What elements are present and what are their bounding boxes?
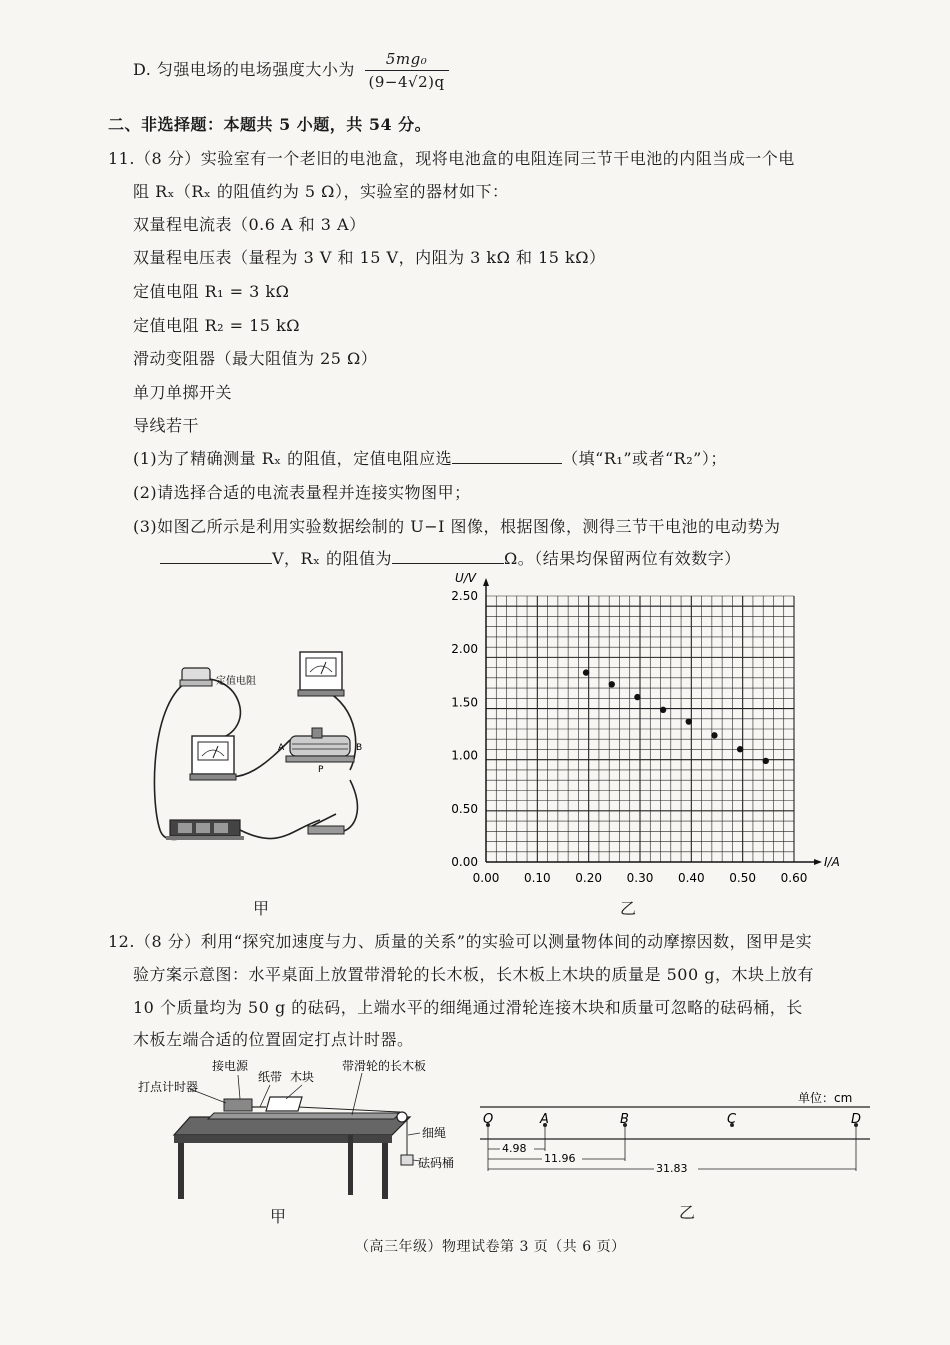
table-leg — [348, 1135, 353, 1195]
label-board: 带滑轮的长木板 — [342, 1059, 427, 1073]
rope — [298, 1107, 400, 1112]
q10-fraction-numerator: 5mg₀ — [365, 50, 449, 71]
label-timer: 打点计时器 — [138, 1080, 199, 1094]
q11-equipment-item: 滑动变阻器（最大阻值为 25 Ω） — [133, 349, 378, 368]
q11-part3-text-c: Ω。（结果均保留两位有效数字） — [503, 549, 741, 568]
q12-line2: 验方案示意图：水平桌面上放置带滑轮的长木板，长木板上木块的质量是 500 g，木块上放有 — [133, 965, 814, 984]
page-footer: （高三年级）物理试卷第 3 页（共 6 页） — [355, 1239, 626, 1255]
q11-part3-text-b: V，Rₓ 的阻值为 — [272, 549, 392, 568]
rheostat-terminal-a: A — [278, 743, 285, 753]
label-rope: 细绳 — [422, 1126, 447, 1140]
q11-rx-answer-blank[interactable] — [392, 547, 504, 564]
wire — [195, 679, 240, 740]
q12-line3: 10 个质量均为 50 g 的砝码，上端水平的细绳通过滑轮连接木块和质量可忽略的砝码桶，长 — [133, 998, 803, 1017]
q11-intro-line2: 阻 Rₓ（Rₓ 的阻值约为 5 Ω），实验室的器材如下： — [133, 182, 509, 201]
distance-od: 31.83 — [656, 1162, 688, 1175]
data-point — [634, 694, 640, 700]
data-point — [711, 732, 717, 738]
q11-equipment-item: 双量程电流表（0.6 A 和 3 A） — [133, 215, 366, 234]
battery-box — [166, 820, 244, 840]
circuit-figure — [140, 640, 380, 870]
y-tick-label: 1.50 — [451, 695, 478, 710]
data-point — [660, 707, 666, 713]
label-block: 木块 — [290, 1070, 315, 1084]
table-edge — [174, 1135, 392, 1143]
y-tick-label: 0.00 — [451, 855, 478, 869]
q11-part2: (2)请选择合适的电流表量程并连接实物图甲； — [133, 483, 471, 502]
q11-emf-answer-blank[interactable] — [160, 547, 272, 564]
y-axis-arrow — [483, 578, 489, 586]
x-axis-label: I/A — [824, 855, 840, 869]
y-axis-label: U/V — [454, 571, 476, 585]
wooden-block — [266, 1097, 302, 1111]
y-tick-label: 2.00 — [451, 642, 478, 657]
x-tick-label: 0.00 — [472, 871, 500, 885]
distance-oa: 4.98 — [502, 1142, 527, 1155]
ammeter — [190, 736, 236, 780]
q11-part3-line1: (3)如图乙所示是利用实验数据绘制的 U−I 图像，根据图像，测得三节干电池的电动势为 — [133, 517, 781, 536]
q11-part1 — [133, 446, 727, 469]
fixed-resistor-label: 定值电阻 — [216, 676, 256, 687]
tape-point-label: A — [540, 1112, 549, 1127]
section-2-heading: 二、非选择题：本题共 5 小题，共 54 分。 — [108, 115, 432, 134]
data-point — [583, 669, 589, 675]
q12-fig-jia-caption: 甲 — [270, 1207, 287, 1226]
wire — [340, 780, 357, 832]
rheostat-terminal-b: B — [356, 743, 363, 753]
tape-point-label: D — [851, 1112, 862, 1127]
y-tick-label: 0.50 — [451, 801, 478, 816]
fixed-resistor — [180, 668, 212, 686]
weight-bucket — [401, 1155, 413, 1165]
q11-part1-answer-blank[interactable] — [452, 447, 562, 464]
x-tick-label: 0.40 — [677, 871, 705, 885]
y-tick-label: 2.50 — [451, 589, 478, 603]
q10-fraction-denominator: (9−4√2)q — [368, 73, 445, 91]
rheostat — [286, 728, 354, 762]
q11-intro-line1: 11.（8 分）实验室有一个老旧的电池盒，现将电池盒的电阻连同三节干电池的内阻当成一个电 — [108, 149, 795, 168]
leader-line — [238, 1075, 240, 1099]
leader-line — [352, 1073, 362, 1115]
rheostat-terminal-p: P — [318, 765, 324, 775]
q11-equipment-item: 单刀单掷开关 — [133, 383, 233, 402]
q11-equipment-item: 导线若干 — [133, 416, 200, 435]
apparatus-figure — [130, 1055, 470, 1215]
tape-unit-label: 单位：cm — [798, 1091, 853, 1105]
q11-fig-jia-caption: 甲 — [253, 899, 270, 918]
dot-timer — [224, 1099, 252, 1111]
q11-equipment-item: 双量程电压表（量程为 3 V 和 15 V，内阻为 3 kΩ 和 15 kΩ） — [133, 248, 606, 267]
u-i-chart — [430, 570, 840, 895]
q12-line4: 木板左端合适的位置固定打点计时器。 — [133, 1030, 414, 1049]
x-tick-label: 0.50 — [729, 871, 757, 885]
label-power: 接电源 — [212, 1059, 249, 1073]
q12-line1: 12.（8 分）利用“探究加速度与力、质量的关系”的实验可以测量物体间的动摩擦因数，图甲是实 — [108, 932, 813, 951]
table-top — [174, 1117, 410, 1135]
x-tick-label: 0.10 — [523, 871, 551, 885]
x-tick-label: 0.20 — [575, 871, 603, 885]
pulley — [397, 1112, 407, 1122]
tape-point-label: O — [483, 1112, 494, 1127]
voltmeter — [298, 652, 344, 696]
q11-part1-text-a: (1)为了精确测量 Rₓ 的阻值，定值电阻应选 — [133, 449, 453, 468]
q11-part3-line2 — [160, 546, 741, 569]
q10-option-d — [133, 50, 449, 91]
x-tick-label: 0.60 — [780, 871, 808, 885]
tape-point-label: C — [727, 1112, 737, 1127]
tape-point-label: B — [620, 1112, 629, 1127]
paper-tape-figure — [478, 1085, 878, 1185]
q10-option-d-fraction — [365, 50, 449, 91]
switch — [308, 814, 344, 834]
q12-fig-yi-caption: 乙 — [679, 1203, 696, 1222]
long-board — [208, 1113, 400, 1119]
q10-option-d-text: D. 匀强电场的电场强度大小为 — [133, 60, 355, 79]
label-bucket: 砝码桶 — [418, 1156, 455, 1170]
leader-line — [408, 1133, 420, 1135]
y-tick-label: 1.00 — [451, 748, 478, 763]
data-point — [737, 746, 743, 752]
table-leg — [382, 1143, 388, 1199]
q11-equipment-item: 定值电阻 R₂ = 15 kΩ — [133, 316, 301, 335]
data-point — [686, 718, 692, 724]
table-leg — [178, 1143, 184, 1199]
x-tick-label: 0.30 — [626, 871, 654, 885]
data-point — [609, 681, 615, 687]
label-tape: 纸带 — [258, 1070, 283, 1084]
q11-equipment-item: 定值电阻 R₁ = 3 kΩ — [133, 282, 290, 301]
distance-ob: 11.96 — [544, 1152, 576, 1165]
x-axis-arrow — [814, 859, 822, 865]
data-point — [763, 758, 769, 764]
q11-part1-text-b: （填“R₁”或者“R₂”）； — [562, 449, 727, 468]
q11-fig-yi-caption: 乙 — [620, 899, 637, 918]
